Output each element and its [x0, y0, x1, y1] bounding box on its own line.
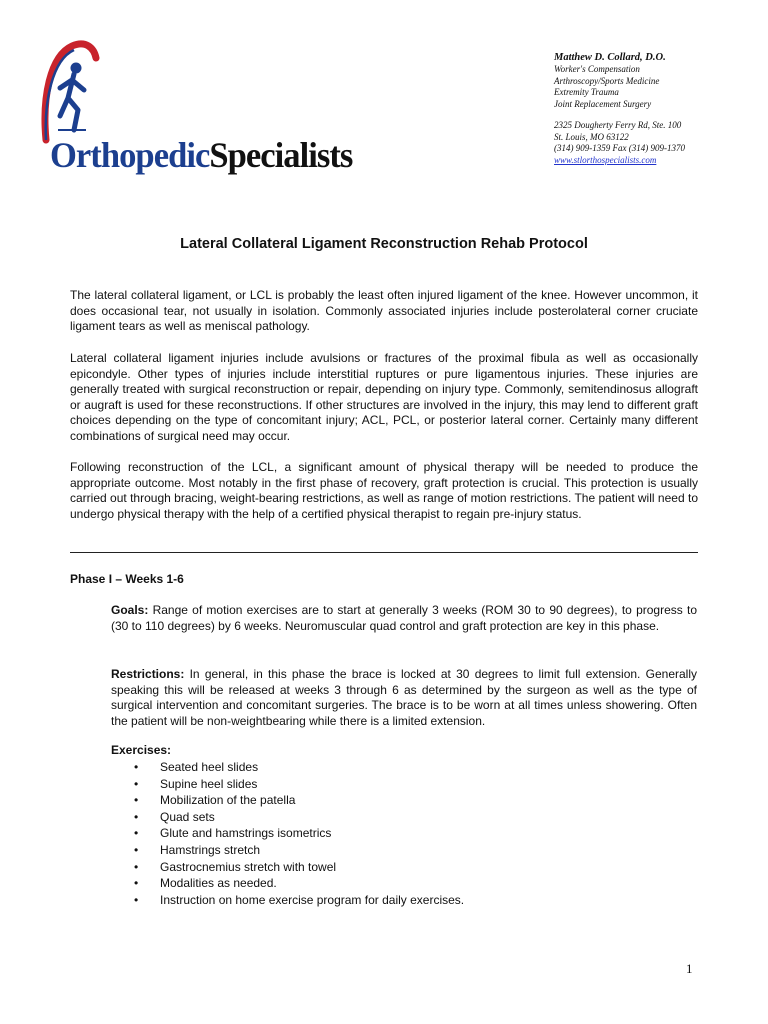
exercise-list: [111, 760, 464, 909]
specialty-line: Worker's Compensation: [554, 64, 640, 74]
injuries-paragraph: Lateral collateral ligament injuries include avulsions or fractures of the proximal fibula as well as occasionally epicondyle. Other types of injuries include interstitial ruptures or pure ligamentous injuries. These injuries are generally treated with surgical reconstruction or repair, depending on injury type. Commonly, semitendinosus allograft or augraft is used for these reconstructions. If other structures are involved in the injury, this may lend to different graft choices depending on the type of concomitant injury; ACL, PCL, or posterior lateral corner. Certainly many different combinations of surgical need may occur.: [70, 351, 698, 443]
doctor-name: Matthew D. Collard, D.O.: [554, 52, 666, 63]
website-link[interactable]: www.stlorthospecialists.com: [554, 154, 657, 165]
restrictions-label: Restrictions:: [111, 667, 185, 681]
exercises-heading: Exercises:: [111, 743, 172, 757]
logo: [38, 38, 353, 180]
document-title: Lateral Collateral Ligament Reconstruction Rehab Protocol: [180, 236, 588, 252]
specialty-line: Arthroscopy/Sports Medicine: [554, 75, 660, 86]
restrictions-text: In general, in this phase the brace is locked at 30 degrees to limit full extension. Generally speaking this will be released at weeks 3 through 6 as determined by the surgeon as well as the type of surgical intervention and concomitant surgeries. The brace is to be worn at all times unless showering. Often the patient will be non-weightbearing while there is a limited extension.: [111, 667, 697, 728]
list-item: • Quad sets: [111, 810, 464, 827]
phone-line: (314) 909-1359 Fax (314) 909-1370: [554, 143, 685, 153]
list-item: • Mobilization of the patella: [111, 793, 464, 810]
goals-text: Range of motion exercises are to start at generally 3 weeks (ROM 30 to 90 degrees), to progress to (30 to 110 degrees) by 6 weeks. Neuromuscular quad control and graft protection are key in this phase.: [111, 603, 697, 633]
specialty-line: Joint Replacement Surgery: [554, 98, 652, 109]
runner-arch-icon: [38, 38, 188, 148]
list-item: • Instruction on home exercise program for daily exercises.: [111, 893, 464, 910]
therapy-paragraph: Following reconstruction of the LCL, a significant amount of physical therapy will be needed to produce the appropriate outcome. Most notably in the first phase of recovery, graft protection is crucial. This protection is usually carried out through bracing, weight-bearing restrictions, as well as range of motion restrictions. The patient will need to undergo physical therapy with the help of a certified physical therapist to regain pre-injury status.: [70, 460, 698, 521]
address-line: 2325 Dougherty Ferry Rd, Ste. 100: [554, 120, 682, 130]
logo-wordmark: OrthopedicSpecialists: [50, 135, 353, 175]
list-item: • Supine heel slides: [111, 777, 464, 794]
city-line: St. Louis, MO 63122: [554, 131, 629, 142]
page-number: 1: [686, 961, 693, 976]
list-item: • Modalities as needed.: [111, 876, 464, 893]
goals-paragraph: [111, 603, 697, 634]
restrictions-paragraph: [111, 667, 697, 729]
intro-paragraph: The lateral collateral ligament, or LCL is probably the least often injured ligament of the knee. However uncommon, it does occasional tear, not usually in isolation. Commonly associated injuries include posterolateral corner cruciate ligament tears as well as meniscal pathology.: [70, 288, 698, 333]
list-item: • Glute and hamstrings isometrics: [111, 826, 464, 843]
list-item: • Seated heel slides: [111, 760, 464, 777]
phase-heading: Phase I – Weeks 1-6: [70, 572, 184, 586]
specialty-line: Extremity Trauma: [554, 87, 619, 97]
section-divider: [70, 552, 698, 553]
contact-block: [554, 51, 754, 166]
goals-label: Goals:: [111, 603, 149, 617]
list-item: • Gastrocnemius stretch with towel: [111, 860, 464, 877]
list-item: • Hamstrings stretch: [111, 843, 464, 860]
